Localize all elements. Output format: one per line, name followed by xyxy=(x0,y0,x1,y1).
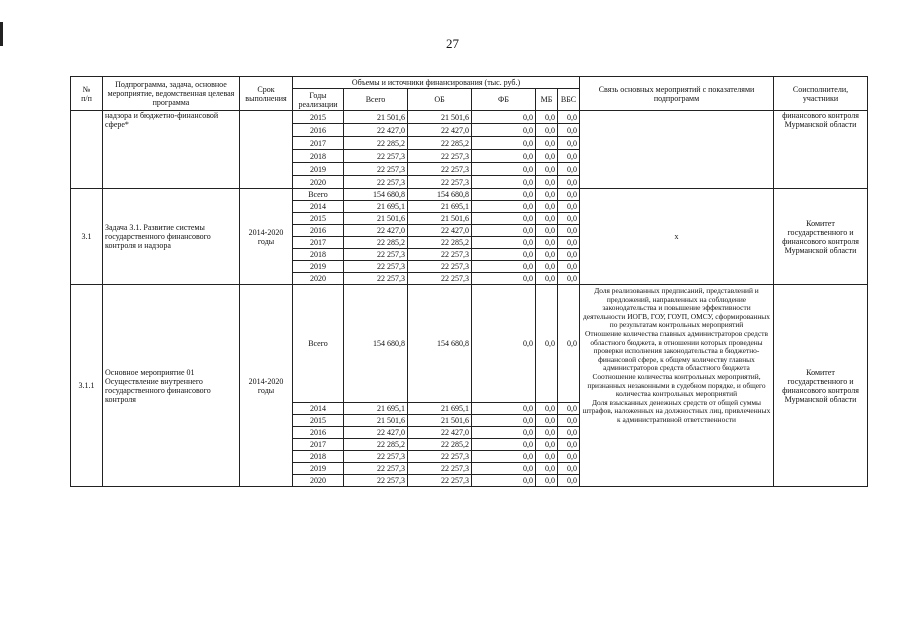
cell-year: 2015 xyxy=(293,213,344,225)
cell-total: 21 501,6 xyxy=(344,111,408,124)
cell-fb: 0,0 xyxy=(472,273,536,285)
header-term: Срок выполнения xyxy=(240,77,293,111)
cell-mb: 0,0 xyxy=(536,124,558,137)
cell-year: 2020 xyxy=(293,176,344,189)
cell-mb: 0,0 xyxy=(536,415,558,427)
cell-total: 154 680,8 xyxy=(344,285,408,403)
cell-vbs: 0,0 xyxy=(558,427,580,439)
cell-total: 21 695,1 xyxy=(344,201,408,213)
cell-vbs: 0,0 xyxy=(558,189,580,201)
cell-fb: 0,0 xyxy=(472,163,536,176)
cell-total: 22 257,3 xyxy=(344,163,408,176)
cell-vbs: 0,0 xyxy=(558,237,580,249)
table-row xyxy=(71,285,868,403)
cell-total: 22 427,0 xyxy=(344,427,408,439)
cell-year: Всего xyxy=(293,285,344,403)
cell-year: 2017 xyxy=(293,137,344,150)
cell-ob: 22 427,0 xyxy=(408,427,472,439)
cell-vbs: 0,0 xyxy=(558,176,580,189)
cell-vbs: 0,0 xyxy=(558,163,580,176)
cell-vbs: 0,0 xyxy=(558,249,580,261)
cell-mb: 0,0 xyxy=(536,201,558,213)
program-name: Задача 3.1. Развитие системы государственного финансового контроля и надзора xyxy=(103,189,240,285)
cell-year: 2016 xyxy=(293,124,344,137)
cell-ob: 154 680,8 xyxy=(408,285,472,403)
cell-ob: 22 257,3 xyxy=(408,261,472,273)
table-row xyxy=(71,111,868,124)
cell-mb: 0,0 xyxy=(536,463,558,475)
cell-vbs: 0,0 xyxy=(558,463,580,475)
cell-fb: 0,0 xyxy=(472,415,536,427)
cell-ob: 21 501,6 xyxy=(408,415,472,427)
cell-year: 2020 xyxy=(293,475,344,487)
program-name: надзора и бюджетно-финансовой сфере* xyxy=(103,111,240,189)
cell-year: 2019 xyxy=(293,463,344,475)
cell-ob: 154 680,8 xyxy=(408,189,472,201)
cell-mb: 0,0 xyxy=(536,475,558,487)
cell-mb: 0,0 xyxy=(536,285,558,403)
cell-ob: 21 501,6 xyxy=(408,213,472,225)
cell-total: 22 285,2 xyxy=(344,237,408,249)
cell-mb: 0,0 xyxy=(536,176,558,189)
cell-fb: 0,0 xyxy=(472,225,536,237)
execution-term: 2014-2020 годы xyxy=(240,285,293,487)
header-ob: ОБ xyxy=(408,89,472,111)
cell-total: 154 680,8 xyxy=(344,189,408,201)
cell-fb: 0,0 xyxy=(472,249,536,261)
cell-ob: 22 285,2 xyxy=(408,237,472,249)
cell-fb: 0,0 xyxy=(472,176,536,189)
header-funding: Объемы и источники финансирования (тыс. руб.) xyxy=(293,77,580,89)
cell-mb: 0,0 xyxy=(536,225,558,237)
indicator-link xyxy=(580,111,774,189)
cell-total: 22 257,3 xyxy=(344,463,408,475)
cell-ob: 22 257,3 xyxy=(408,451,472,463)
cell-ob: 22 427,0 xyxy=(408,124,472,137)
cell-vbs: 0,0 xyxy=(558,439,580,451)
cell-year: 2018 xyxy=(293,451,344,463)
row-number: 3.1.1 xyxy=(71,285,103,487)
cell-fb: 0,0 xyxy=(472,111,536,124)
cell-ob: 22 285,2 xyxy=(408,439,472,451)
cell-mb: 0,0 xyxy=(536,261,558,273)
cell-fb: 0,0 xyxy=(472,403,536,415)
cell-total: 22 257,3 xyxy=(344,261,408,273)
cell-mb: 0,0 xyxy=(536,249,558,261)
cell-total: 22 257,3 xyxy=(344,150,408,163)
co-executors: финансового контроля Мурманской области xyxy=(774,111,868,189)
cell-fb: 0,0 xyxy=(472,124,536,137)
cell-fb: 0,0 xyxy=(472,137,536,150)
cell-vbs: 0,0 xyxy=(558,273,580,285)
cell-ob: 22 285,2 xyxy=(408,137,472,150)
funding-table xyxy=(70,76,868,487)
cell-vbs: 0,0 xyxy=(558,261,580,273)
header-num: № п/п xyxy=(71,77,103,111)
cell-total: 22 285,2 xyxy=(344,439,408,451)
page-number: 27 xyxy=(446,36,459,51)
cell-fb: 0,0 xyxy=(472,213,536,225)
cell-ob: 22 257,3 xyxy=(408,249,472,261)
cell-vbs: 0,0 xyxy=(558,150,580,163)
cell-fb: 0,0 xyxy=(472,189,536,201)
cell-ob: 22 257,3 xyxy=(408,463,472,475)
cell-vbs: 0,0 xyxy=(558,213,580,225)
cell-ob: 22 257,3 xyxy=(408,150,472,163)
cell-ob: 21 695,1 xyxy=(408,403,472,415)
cell-total: 22 257,3 xyxy=(344,249,408,261)
cell-total: 22 427,0 xyxy=(344,225,408,237)
cell-ob: 22 427,0 xyxy=(408,225,472,237)
cell-vbs: 0,0 xyxy=(558,111,580,124)
cell-total: 22 257,3 xyxy=(344,475,408,487)
cell-total: 22 427,0 xyxy=(344,124,408,137)
cell-year: Всего xyxy=(293,189,344,201)
cell-year: 2017 xyxy=(293,237,344,249)
header-vbs: ВБС xyxy=(558,89,580,111)
cell-fb: 0,0 xyxy=(472,237,536,249)
cell-mb: 0,0 xyxy=(536,403,558,415)
header-total: Всего xyxy=(344,89,408,111)
cell-ob: 21 501,6 xyxy=(408,111,472,124)
cell-fb: 0,0 xyxy=(472,451,536,463)
cell-year: 2016 xyxy=(293,427,344,439)
cell-fb: 0,0 xyxy=(472,285,536,403)
cell-year: 2019 xyxy=(293,261,344,273)
cell-mb: 0,0 xyxy=(536,213,558,225)
cell-vbs: 0,0 xyxy=(558,124,580,137)
cell-fb: 0,0 xyxy=(472,201,536,213)
cell-mb: 0,0 xyxy=(536,137,558,150)
header-years: Годы реализации xyxy=(293,89,344,111)
cell-vbs: 0,0 xyxy=(558,475,580,487)
cell-mb: 0,0 xyxy=(536,163,558,176)
cell-mb: 0,0 xyxy=(536,439,558,451)
cell-vbs: 0,0 xyxy=(558,451,580,463)
cell-fb: 0,0 xyxy=(472,439,536,451)
cell-mb: 0,0 xyxy=(536,150,558,163)
table-row xyxy=(71,189,868,201)
execution-term: 2014-2020 годы xyxy=(240,189,293,285)
cell-year: 2014 xyxy=(293,201,344,213)
cell-total: 21 501,6 xyxy=(344,213,408,225)
cell-vbs: 0,0 xyxy=(558,137,580,150)
cell-year: 2016 xyxy=(293,225,344,237)
cell-ob: 21 695,1 xyxy=(408,201,472,213)
cell-vbs: 0,0 xyxy=(558,415,580,427)
cell-mb: 0,0 xyxy=(536,189,558,201)
header-link: Связь основных мероприятий с показателями подпрограмм xyxy=(580,77,774,111)
cell-vbs: 0,0 xyxy=(558,225,580,237)
co-executors: Комитет государственного и финансового контроля Мурманской области xyxy=(774,285,868,487)
header-program: Подпрограмма, задача, основное мероприятие, ведомственная целевая программа xyxy=(103,77,240,111)
cell-total: 21 695,1 xyxy=(344,403,408,415)
cell-year: 2018 xyxy=(293,150,344,163)
row-number xyxy=(71,111,103,189)
cell-vbs: 0,0 xyxy=(558,201,580,213)
cell-mb: 0,0 xyxy=(536,111,558,124)
cell-mb: 0,0 xyxy=(536,237,558,249)
cell-total: 22 285,2 xyxy=(344,137,408,150)
cell-mb: 0,0 xyxy=(536,427,558,439)
cell-mb: 0,0 xyxy=(536,273,558,285)
cell-year: 2019 xyxy=(293,163,344,176)
cell-year: 2018 xyxy=(293,249,344,261)
co-executors: Комитет государственного и финансового контроля Мурманской области xyxy=(774,189,868,285)
cell-year: 2020 xyxy=(293,273,344,285)
cell-year: 2014 xyxy=(293,403,344,415)
header-executors: Соисполнители, участники xyxy=(774,77,868,111)
cell-fb: 0,0 xyxy=(472,463,536,475)
cell-total: 22 257,3 xyxy=(344,176,408,189)
cell-year: 2017 xyxy=(293,439,344,451)
cell-fb: 0,0 xyxy=(472,150,536,163)
cell-total: 21 501,6 xyxy=(344,415,408,427)
cell-year: 2015 xyxy=(293,111,344,124)
row-number: 3.1 xyxy=(71,189,103,285)
cell-year: 2015 xyxy=(293,415,344,427)
cell-fb: 0,0 xyxy=(472,427,536,439)
cell-total: 22 257,3 xyxy=(344,273,408,285)
indicator-link: Доля реализованных предписаний, представлений и предложений, направленных на соблюдение законодательства и повышение эффективности деятельности ИОГВ, ГОУ, ГОУП, ОМСУ, сформированных по результатам контрольных мероприятий Отношение количества главных администраторов средств областного бюджета, в отношении которых проведены проверки исполнения законодательства в бюджетно-финансовой сфере, к общему количеству главных администраторов средств областного бюджета Соотношение количества контрольных мероприятий, признанных незаконными в судебном порядке, и общего количества контрольных мероприятий Доля взысканных денежных средств от общей суммы штрафов, наложенных на должностных лиц, привлеченных к административной ответственности xyxy=(580,285,774,487)
cell-vbs: 0,0 xyxy=(558,403,580,415)
cell-mb: 0,0 xyxy=(536,451,558,463)
cell-fb: 0,0 xyxy=(472,475,536,487)
execution-term xyxy=(240,111,293,189)
indicator-link: х xyxy=(580,189,774,285)
header-mb: МБ xyxy=(536,89,558,111)
cell-vbs: 0,0 xyxy=(558,285,580,403)
header-fb: ФБ xyxy=(472,89,536,111)
cell-total: 22 257,3 xyxy=(344,451,408,463)
cell-ob: 22 257,3 xyxy=(408,273,472,285)
cell-ob: 22 257,3 xyxy=(408,163,472,176)
cell-fb: 0,0 xyxy=(472,261,536,273)
cell-ob: 22 257,3 xyxy=(408,475,472,487)
program-name: Основное мероприятие 01 Осуществление внутреннего государственного финансового контроля xyxy=(103,285,240,487)
cell-ob: 22 257,3 xyxy=(408,176,472,189)
